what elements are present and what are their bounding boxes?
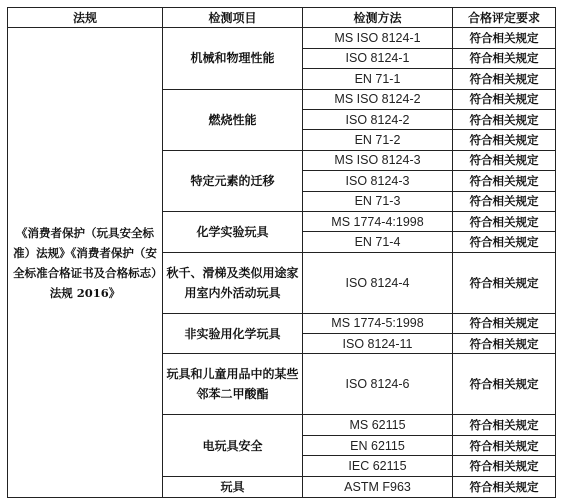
test-method-cell: ISO 8124-4 [303,252,453,313]
test-method-cell: MS ISO 8124-2 [303,89,453,109]
test-method-cell: MS 1774-5:1998 [303,313,453,333]
test-method-cell: ISO 8124-1 [303,48,453,68]
test-item-cell: 玩具 [163,476,303,497]
header-test-method: 检测方法 [303,8,453,28]
test-method-cell: ASTM F963 [303,476,453,497]
test-method-cell: EN 62115 [303,435,453,455]
test-method-cell: IEC 62115 [303,456,453,476]
header-regulation: 法规 [8,8,163,28]
requirement-cell: 符合相关规定 [453,456,556,476]
table-row [8,28,556,48]
test-method-cell: EN 71-2 [303,130,453,150]
test-method-cell: MS ISO 8124-3 [303,150,453,170]
regulation-table-container [7,7,555,497]
test-item-cell: 燃烧性能 [163,89,303,150]
requirement-cell: 符合相关规定 [453,150,556,170]
test-method-cell: MS ISO 8124-1 [303,28,453,48]
test-item-cell: 特定元素的迁移 [163,150,303,211]
test-method-cell: ISO 8124-6 [303,354,453,415]
test-method-cell: EN 71-1 [303,69,453,89]
test-method-cell: MS 62115 [303,415,453,435]
regulation-cell: 《消费者保护（玩具安全标准）法规》《消费者保护（安全标准合格证书及合格标志）法规 2016》 [8,28,163,497]
test-item-cell: 化学实验玩具 [163,211,303,252]
requirement-cell: 符合相关规定 [453,334,556,354]
test-method-cell: MS 1774-4:1998 [303,211,453,231]
requirement-cell: 符合相关规定 [453,476,556,497]
test-method-cell: ISO 8124-3 [303,171,453,191]
test-method-cell: ISO 8124-11 [303,334,453,354]
requirement-cell: 符合相关规定 [453,109,556,129]
requirement-cell: 符合相关规定 [453,211,556,231]
header-row [8,8,556,28]
requirement-cell: 符合相关规定 [453,191,556,211]
test-method-cell: EN 71-4 [303,232,453,252]
test-method-cell: ISO 8124-2 [303,109,453,129]
requirement-cell: 符合相关规定 [453,171,556,191]
requirement-cell: 符合相关规定 [453,69,556,89]
requirement-cell: 符合相关规定 [453,89,556,109]
test-item-cell: 秋千、滑梯及类似用途家用室内外活动玩具 [163,252,303,313]
test-item-cell: 玩具和儿童用品中的某些邻苯二甲酸酯 [163,354,303,415]
header-requirement: 合格评定要求 [453,8,556,28]
requirement-cell: 符合相关规定 [453,28,556,48]
requirement-cell: 符合相关规定 [453,232,556,252]
regulation-table [7,7,556,498]
test-item-cell: 非实验用化学玩具 [163,313,303,354]
requirement-cell: 符合相关规定 [453,313,556,333]
test-method-cell: EN 71-3 [303,191,453,211]
requirement-cell: 符合相关规定 [453,435,556,455]
test-item-cell: 电玩具安全 [163,415,303,476]
requirement-cell: 符合相关规定 [453,130,556,150]
requirement-cell: 符合相关规定 [453,354,556,415]
table-body [8,28,556,497]
requirement-cell: 符合相关规定 [453,415,556,435]
test-item-cell: 机械和物理性能 [163,28,303,89]
requirement-cell: 符合相关规定 [453,252,556,313]
header-test-item: 检测项目 [163,8,303,28]
requirement-cell: 符合相关规定 [453,48,556,68]
